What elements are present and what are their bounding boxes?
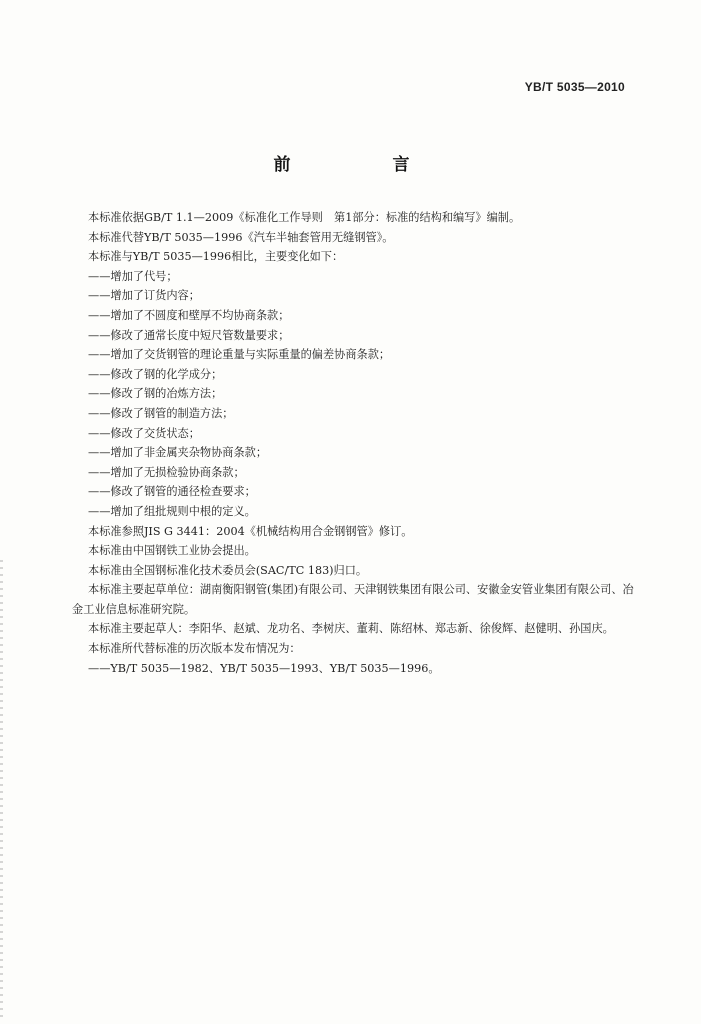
paragraph-history-intro: 本标准所代替标准的历次版本发布情况为： — [88, 642, 301, 656]
change-item: ——增加了无损检验协商条款； — [88, 465, 245, 479]
paragraph-drafters: 本标准主要起草人：李阳华、赵斌、龙功名、李树庆、董莉、陈绍林、郑志新、徐俊辉、赵健明、孙国庆。 — [88, 622, 614, 636]
change-item: ——增加了代号； — [88, 269, 178, 283]
paragraph-centralized-by: 本标准由全国钢标准化技术委员会(SAC/TC 183)归口。 — [88, 563, 368, 577]
change-item: ——增加了不圆度和壁厚不均协商条款； — [88, 308, 290, 322]
change-item: ——修改了钢管的制造方法； — [88, 406, 234, 420]
standard-number: YB/T 5035—2010 — [524, 80, 625, 94]
paragraph-history-versions: ——YB/T 5035—1982、YB/T 5035—1993、YB/T 5035—1996。 — [88, 661, 440, 675]
paragraph-proposed-by: 本标准由中国钢铁工业协会提出。 — [88, 544, 256, 558]
change-item: ——修改了通常长度中短尺管数量要求； — [88, 328, 290, 342]
change-item: ——增加了订货内容； — [88, 289, 200, 303]
change-item: ——增加了非金属夹杂物协商条款； — [88, 446, 268, 460]
paragraph-changes-intro: 本标准与YB/T 5035—1996相比，主要变化如下： — [88, 250, 344, 264]
change-item: ——修改了交货状态； — [88, 426, 200, 440]
change-item: ——修改了钢的冶炼方法； — [88, 387, 223, 401]
change-item: ——增加了组批规则中根的定义。 — [88, 504, 256, 518]
change-item: ——修改了钢的化学成分； — [88, 367, 223, 381]
paragraph-reference: 本标准参照JIS G 3441：2004《机械结构用合金钢钢管》修订。 — [88, 524, 413, 538]
scan-edge-marks — [0, 560, 3, 1020]
paragraph-basis: 本标准依据GB/T 1.1—2009《标准化工作导则 第1部分：标准的结构和编写》编制。 — [88, 211, 521, 224]
paragraph-drafting-units: 本标准主要起草单位：湖南衡阳钢管(集团)有限公司、天津钢铁集团有限公司、安徽金安管业集团有限公司、冶金工业信息标准研究院。 — [72, 583, 634, 616]
change-item: ——修改了钢管的通径检查要求； — [88, 485, 256, 499]
change-item: ——增加了交货钢管的理论重量与实际重量的偏差协商条款； — [88, 348, 391, 362]
page-title: 前 言 — [273, 155, 458, 175]
paragraph-replaces: 本标准代替YB/T 5035—1996《汽车半轴套管用无缝钢管》。 — [88, 230, 394, 244]
foreword-body — [72, 208, 642, 678]
